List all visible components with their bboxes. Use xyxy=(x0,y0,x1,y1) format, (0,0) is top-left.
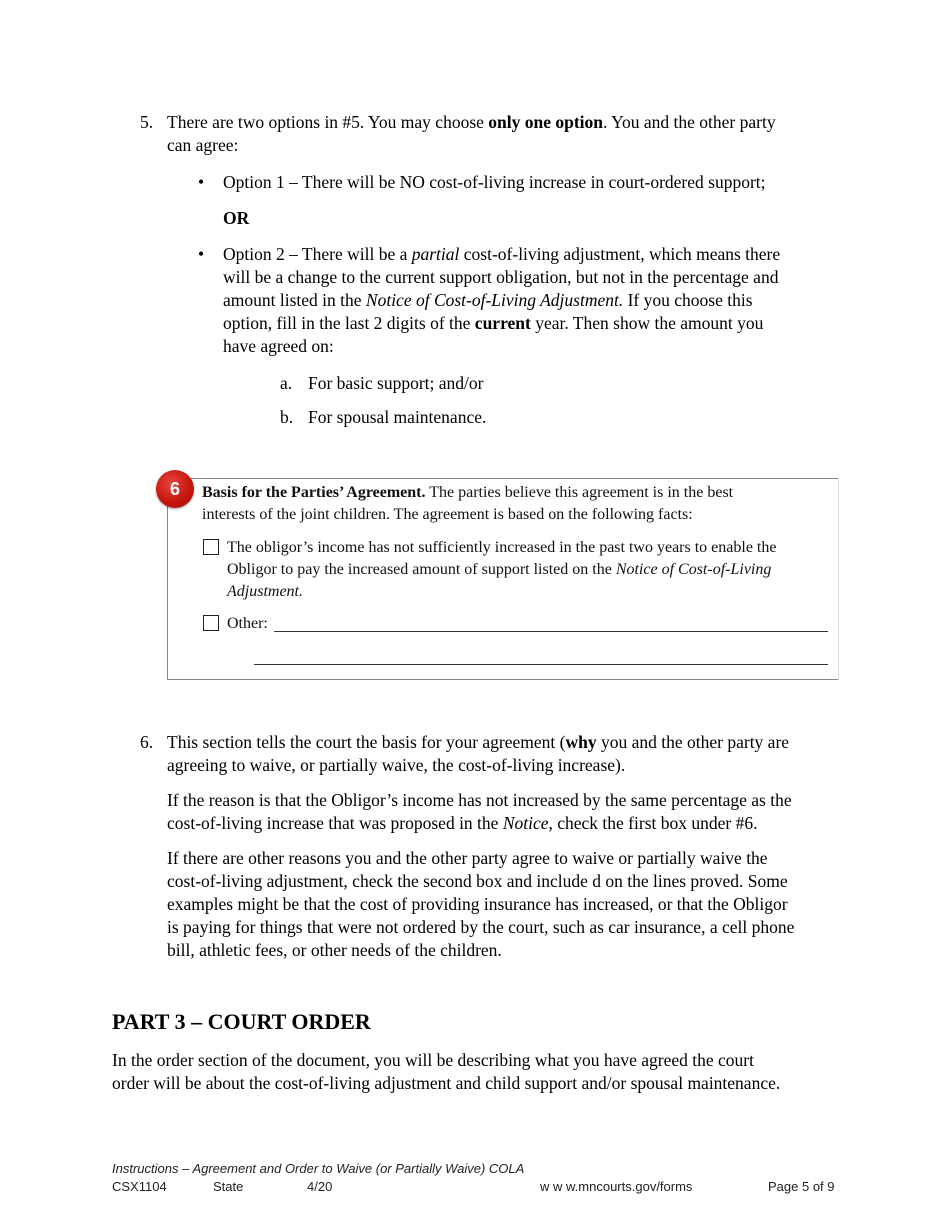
form-box-heading: Basis for the Parties’ Agreement. The parties believe this agreement is in the best interests of the joint children. The agreement is based on the following facts: xyxy=(202,484,734,523)
form-excerpt-frame-edge xyxy=(838,478,839,680)
part-3-heading: PART 3 – COURT ORDER xyxy=(112,1009,371,1034)
option-2-text: Option 2 – There will be a partial cost-of-living adjustment, which means there will be a change to the current support obligation, but not in the percentage and amount listed in the Notice of Cost-of-Living Adjustment. If you choose this option, fill in the last 2 digits of the current year. Then show the amount you have agreed on: xyxy=(223,244,781,356)
item-number: 6. xyxy=(140,732,154,752)
footer-page-number: Page 5 of 9 xyxy=(768,1179,835,1194)
bullet: • xyxy=(198,172,205,192)
other-reason-line-1[interactable] xyxy=(274,631,828,632)
other-checkbox[interactable] xyxy=(203,615,219,631)
income-checkbox-label: The obligor’s income has not sufficiently increased in the past two years to enable the Obligor to pay the increased amount of support listed on the Notice of Cost-of-Living Adjustment. xyxy=(227,539,777,600)
sub-item-a-text: For basic support; and/or xyxy=(308,373,484,393)
item-5-line-2: can agree: xyxy=(167,135,239,155)
bullet: • xyxy=(198,244,205,264)
part-3-paragraph: In the order section of the document, you will be describing what you have agreed the court order will be about the cost-of-living adjustment and child support and/or spousal maintenance. xyxy=(112,1050,781,1093)
footer-url[interactable]: w w w.mncourts.gov/forms xyxy=(540,1179,693,1194)
other-checkbox-label: Other: xyxy=(227,615,268,632)
other-reason-line-2[interactable] xyxy=(254,664,828,665)
item-6-paragraph-3: If there are other reasons you and the other party agree to waive or partially waive the cost-of-living adjustment, check the second box and include d on the lines proved. Some examples might be that the cost of providing insurance has increased, or that the Obligor is paying for things that were not ordered by the court, such as car insurance, a cell phone bill, athletic fees, or other needs of the children. xyxy=(167,848,795,960)
footer-form-id: CSX1104 xyxy=(112,1179,167,1194)
footer-title: Instructions – Agreement and Order to Waive (or Partially Waive) COLA xyxy=(112,1161,525,1176)
or-label: OR xyxy=(223,208,250,228)
section-6-badge: 6 xyxy=(156,470,194,508)
item-6-paragraph-2: If the reason is that the Obligor’s income has not increased by the same percentage as the cost-of-living increase that was proposed in the Notice, check the first box under #6. xyxy=(167,790,792,833)
income-checkbox[interactable] xyxy=(203,539,219,555)
item-5-line-1: There are two options in #5. You may choose only one option. You and the other party xyxy=(167,112,776,132)
option-1-text: Option 1 – There will be NO cost-of-living increase in court-ordered support; xyxy=(223,172,766,192)
sub-item-b-label: b. xyxy=(280,407,294,427)
sub-item-b-text: For spousal maintenance. xyxy=(308,407,487,427)
sub-item-a-label: a. xyxy=(280,373,293,393)
item-number: 5. xyxy=(140,112,154,132)
footer-scope: State xyxy=(213,1179,244,1194)
footer-date: 4/20 xyxy=(307,1179,333,1194)
item-6-paragraph-1: This section tells the court the basis for your agreement (why you and the other party are agreeing to waive, or partially waive, the cost-of-living increase). xyxy=(167,732,790,775)
